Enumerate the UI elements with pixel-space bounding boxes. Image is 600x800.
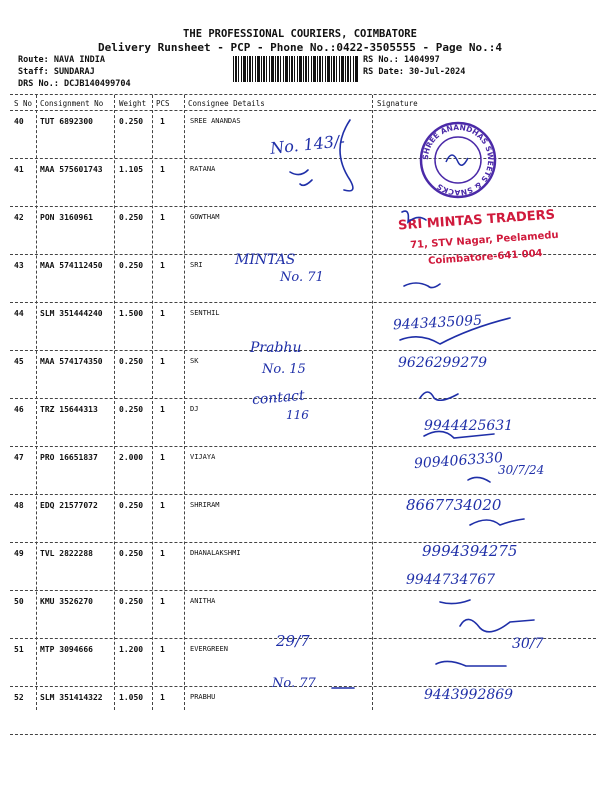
handwriting-phone: 8667734020 [406, 496, 502, 514]
round-stamp-text: SHREE ANANDHAS SWEETS & SNACKS [420, 122, 496, 198]
row-consignee-name: DHANALAKSHMI [190, 549, 241, 557]
row-consignment-number: PRO 16651837 [40, 453, 98, 462]
row-consignment-number: EDQ 21577072 [40, 501, 98, 510]
row-pieces: 1 [160, 645, 165, 654]
row-serial-number: 44 [14, 309, 24, 318]
row-consignee-name: SK [190, 357, 199, 365]
row-consignment-number: MAA 574112450 [40, 261, 103, 270]
row-consignee-name: VIJAYA [190, 453, 216, 461]
col-header-consignee: Consignee Details [188, 99, 265, 108]
row-weight: 0.250 [119, 501, 144, 510]
row-serial-number: 45 [14, 357, 24, 366]
row-weight: 0.250 [119, 549, 144, 558]
row-weight: 0.250 [119, 261, 144, 270]
handwriting-date: 29/7 [276, 632, 310, 650]
traders-stamp-address: 71, STV Nagar, Peelamedu [409, 229, 559, 252]
handwriting-date: 30/7/24 [498, 463, 545, 477]
handwriting-note: contact [251, 387, 306, 409]
row-pieces: 1 [160, 549, 165, 558]
handwriting-phone: 9994394275 [422, 542, 518, 560]
row-pieces: 1 [160, 165, 165, 174]
row-consignment-number: KMU 3526270 [40, 597, 93, 606]
row-consignment-number: SLM 351444240 [40, 309, 103, 318]
runsheet-title: THE PROFESSIONAL COURIERS, COIMBATORE [183, 28, 417, 40]
traders-stamp-name: SRI MINTAS TRADERS [397, 207, 556, 234]
row-consignee-name: SHRIRAM [190, 501, 220, 509]
row-pieces: 1 [160, 309, 165, 318]
row-serial-number: 51 [14, 645, 24, 654]
row-consignee-name: SRI [190, 261, 203, 269]
row-pieces: 1 [160, 501, 165, 510]
route-label: Route: NAVA INDIA [18, 55, 105, 65]
handwriting-date: 30/7 [512, 636, 544, 652]
handwriting-note: 116 [286, 408, 309, 422]
row-consignment-number: MAA 575601743 [40, 165, 103, 174]
row-consignment-number: MTP 3094666 [40, 645, 93, 654]
row-pieces: 1 [160, 357, 165, 366]
row-pieces: 1 [160, 117, 165, 126]
row-serial-number: 52 [14, 693, 24, 702]
handwriting-note: MINTAS [235, 252, 296, 268]
handwriting-note: No. 77 [272, 676, 316, 691]
row-serial-number: 47 [14, 453, 24, 462]
drs-label: DRS No.: DCJB140499704 [18, 79, 131, 89]
row-consignment-number: MAA 574174350 [40, 357, 103, 366]
row-weight: 0.250 [119, 357, 144, 366]
row-serial-number: 42 [14, 213, 24, 222]
col-header-sno: S No [14, 99, 33, 108]
row-consignment-number: TVL 2822288 [40, 549, 93, 558]
row-serial-number: 50 [14, 597, 24, 606]
row-weight: 0.250 [119, 597, 144, 606]
row-pieces: 1 [160, 453, 165, 462]
row-weight: 2.000 [119, 453, 144, 462]
row-consignee-name: SREE ANANDAS [190, 117, 241, 125]
row-consignee-name: SENTHIL [190, 309, 220, 317]
row-weight: 1.050 [119, 693, 144, 702]
row-serial-number: 40 [14, 117, 24, 126]
row-consignment-number: TRZ 15644313 [40, 405, 98, 414]
rs-date: RS Date: 30-Jul-2024 [363, 67, 466, 77]
staff-label: Staff: SUNDARAJ [18, 67, 95, 77]
row-weight: 0.250 [119, 405, 144, 414]
row-serial-number: 49 [14, 549, 24, 558]
row-weight: 0.250 [119, 117, 144, 126]
handwriting-phone: 9443992869 [424, 687, 514, 703]
row-serial-number: 41 [14, 165, 24, 174]
row-consignee-name: PRABHU [190, 693, 216, 701]
handwriting-phone: 9626299279 [398, 355, 488, 371]
row-serial-number: 48 [14, 501, 24, 510]
row-weight: 1.500 [119, 309, 144, 318]
runsheet-subtitle: Delivery Runsheet - PCP - Phone No.:0422-3505555 - Page No.:4 [98, 41, 502, 54]
row-consignment-number: PON 3160961 [40, 213, 93, 222]
traders-stamp-city: Coimbatore-641 004 [427, 248, 543, 267]
row-consignee-name: ANITHA [190, 597, 216, 605]
row-pieces: 1 [160, 405, 165, 414]
row-consignee-name: EVERGREEN [190, 645, 228, 653]
row-pieces: 1 [160, 597, 165, 606]
handwriting-note: No. 143/- [269, 131, 346, 158]
col-header-consignment: Consignment No [40, 99, 104, 108]
row-serial-number: 46 [14, 405, 24, 414]
row-consignee-name: RATANA [190, 165, 216, 173]
handwriting-note: Prabhu [250, 340, 302, 356]
row-pieces: 1 [160, 213, 165, 222]
row-pieces: 1 [160, 261, 165, 270]
row-consignee-name: DJ [190, 405, 199, 413]
handwriting-note: No. 15 [262, 362, 306, 377]
handwriting-phone: 9944734767 [406, 572, 496, 588]
row-consignment-number: TUT 6892300 [40, 117, 93, 126]
row-consignee-name: GOWTHAM [190, 213, 220, 221]
rs-number: RS No.: 1404997 [363, 55, 440, 65]
row-consignment-number: SLM 351414322 [40, 693, 103, 702]
row-weight: 1.200 [119, 645, 144, 654]
row-serial-number: 43 [14, 261, 24, 270]
handwriting-note: No. 71 [280, 270, 324, 285]
row-weight: 0.250 [119, 213, 144, 222]
col-header-weight: Weight [119, 99, 147, 108]
handwriting-phone: 9944425631 [424, 418, 514, 434]
handwriting-phone: 9094063330 [413, 449, 504, 473]
row-pieces: 1 [160, 693, 165, 702]
col-header-signature: Signature [377, 99, 418, 108]
handwriting-phone: 9443435095 [392, 312, 483, 334]
row-weight: 1.105 [119, 165, 144, 174]
col-header-pcs: PCS [156, 99, 170, 108]
